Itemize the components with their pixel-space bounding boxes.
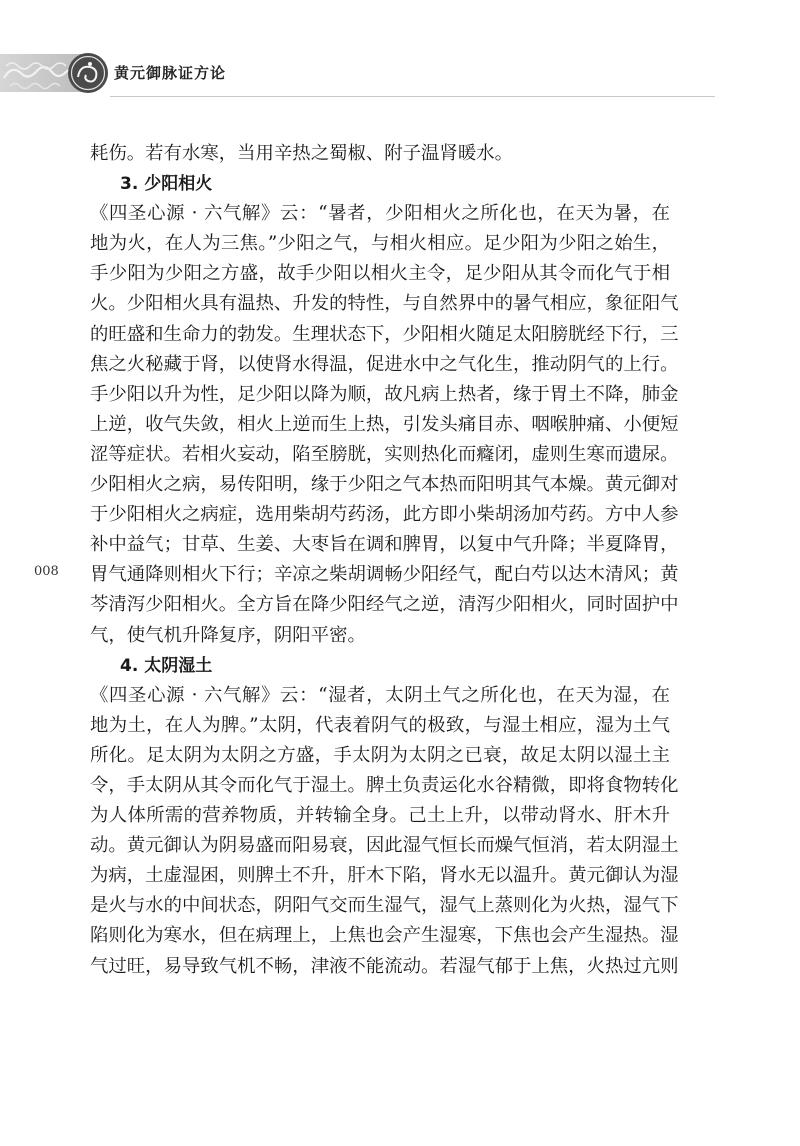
text-line: 胃气通降则相火下行；辛凉之柴胡调畅少阳经气，配白芍以达木清风；黄: [90, 564, 679, 586]
text-line: 气过旺，易导致气机不畅，津液不能流动。若湿气郁于上焦，火热过亢则: [90, 955, 679, 977]
text-line: 为人体所需的营养物质，并转输全身。己土上升，以带动肾水、肝木升: [90, 805, 670, 827]
text-line: 《四圣心源 · 六气解》云：“暑者，少阳相火之所化也，在天为暑，在: [90, 203, 670, 225]
text-line: 耗伤。若有水寒，当用辛热之蜀椒、附子温肾暖水。: [90, 143, 513, 164]
text-line: 地为土，在人为脾。”太阴，代表着阴气的极致，与湿土相应，湿为土气: [90, 714, 670, 736]
text-line: 焦之火秘藏于肾，以使肾水得温，促进水中之气化生，推动阴气的上行。: [90, 353, 679, 375]
text-line: 补中益气；甘草、生姜、大枣旨在调和脾胃，以复中气升降；半夏降胃，: [90, 534, 679, 556]
text-line: 手少阳以升为性，足少阳以降为顺，故凡病上热者，缘于胃土不降，肺金: [90, 383, 679, 405]
section-heading: 4. 太阴湿土: [120, 655, 213, 676]
text-line: 地为火，在人为三焦。”少阳之气，与相火相应。足少阳为少阳之始生，: [90, 233, 670, 255]
page-number: 008: [34, 564, 59, 579]
cloud-pattern-icon: [0, 48, 112, 98]
text-line: 陷则化为寒水，但在病理上，上焦也会产生湿寒，下焦也会产生湿热。湿: [90, 925, 679, 947]
text-line: 是火与水的中间状态，阴阳气交而生湿气，湿气上蒸则化为火热，湿气下: [90, 895, 679, 917]
text-line: 《四圣心源 · 六气解》云：“湿者，太阴土气之所化也，在天为湿，在: [90, 684, 670, 706]
text-line: 为病，土虚湿困，则脾土不升，肝木下陷，肾水无以温升。黄元御认为湿: [90, 865, 679, 887]
text-line: 于少阳相火之病症，选用柴胡芍药汤，此方即小柴胡汤加芍药。方中人参: [90, 504, 679, 526]
text-line: 少阳相火之病，易传阳明，缘于少阳之气本热而阳明其气本燥。黄元御对: [90, 474, 679, 496]
text-line: 的旺盛和生命力的勃发。生理状态下，少阳相火随足太阳膀胱经下行，三: [90, 323, 679, 345]
text-line: 涩等症状。若相火妄动，陷至膀胱，实则热化而癃闭，虚则生寒而遗尿。: [90, 443, 679, 465]
header-divider: [110, 96, 715, 97]
text-line: 上逆，收气失敛，相火上逆而生上热，引发头痛目赤、咽喉肿痛、小便短: [90, 413, 679, 435]
text-line: 气，使气机升降复序，阴阳平密。: [90, 624, 366, 646]
running-header-title: 黄元御脉证方论: [114, 64, 227, 82]
body-text: [90, 139, 679, 982]
text-line: 芩清泻少阳相火。全方旨在降少阳经气之逆，清泻少阳相火，同时固护中: [90, 594, 679, 616]
text-line: 手少阳为少阳之方盛，故手少阳以相火主令，足少阳从其令而化气于相: [90, 263, 670, 285]
header-ornament: [0, 48, 112, 98]
text-line: 动。黄元御认为阴易盛而阳易衰，因此湿气恒长而燥气恒消，若太阴湿土: [90, 835, 679, 857]
section-heading: 3. 少阳相火: [120, 174, 213, 195]
text-line: 火。少阳相火具有温热、升发的特性，与自然界中的暑气相应，象征阳气: [90, 293, 679, 315]
text-line: 令，手太阴从其令而化气于湿土。脾土负责运化水谷精微，即将食物转化: [90, 774, 679, 796]
text-line: 所化。足太阴为太阴之方盛，手太阴为太阴之已衰，故足太阴以湿土主: [90, 744, 670, 766]
